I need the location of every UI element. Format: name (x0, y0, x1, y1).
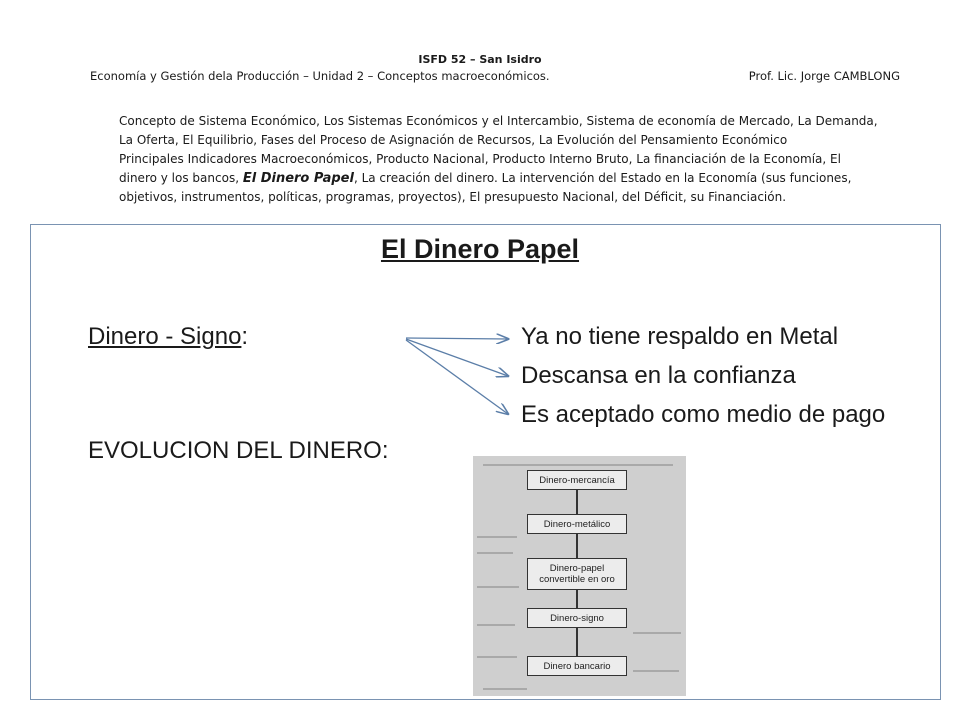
feature-item: Ya no tiene respaldo en Metal (521, 323, 839, 350)
stage-box: Dinero bancario (527, 656, 627, 676)
evolution-diagram-image (473, 456, 686, 696)
syllabus-highlight: El Dinero Papel (242, 171, 354, 186)
arrow-icon (406, 339, 508, 376)
syllabus-fragment: , La creación del dinero. La intervención del Estado en la Economía (sus funciones, (353, 171, 852, 185)
feature-item: Descansa en la confianza (521, 362, 796, 389)
term-colon: : (241, 323, 249, 350)
syllabus-line: Principales Indicadores Macroeconómicos, Producto Nacional, Producto Interno Bruto, La financiación de la Economía, El (119, 152, 841, 166)
feature-item: Es aceptado como medio de pago (521, 401, 886, 428)
institution-header: ISFD 52 – San Isidro (418, 53, 542, 66)
flow-connector (576, 590, 578, 608)
scan-noise (483, 688, 527, 690)
term-text: Dinero - Signo (88, 323, 242, 350)
scan-noise (633, 632, 681, 634)
scan-noise (477, 586, 519, 588)
flow-connector (576, 628, 578, 656)
stage-box: Dinero-signo (527, 608, 627, 628)
stage-box: Dinero-papel convertible en oro (527, 558, 627, 590)
evolution-label: EVOLUCION DEL DINERO: (88, 437, 389, 464)
flow-connector (576, 534, 578, 558)
scan-noise (477, 656, 517, 658)
scan-noise (477, 624, 515, 626)
scan-noise (483, 464, 673, 466)
slide-title: El Dinero Papel (380, 234, 580, 264)
scan-noise (477, 536, 517, 538)
flow-connector (576, 488, 578, 514)
professor-name: Prof. Lic. Jorge CAMBLONG (748, 69, 900, 83)
syllabus-fragment: dinero y los bancos, (119, 171, 243, 185)
syllabus-line: Concepto de Sistema Económico, Los Sistemas Económicos y el Intercambio, Sistema de economía de Mercado, La Demanda, (119, 114, 878, 128)
scan-noise (633, 670, 679, 672)
scan-noise (477, 552, 513, 554)
syllabus-line: objetivos, instrumentos, políticas, programas, proyectos), El presupuesto Nacional, del Déficit, su Financiación. (119, 190, 787, 204)
stage-box: Dinero-metálico (527, 514, 627, 534)
syllabus-line: La Oferta, El Equilibrio, Fases del Proceso de Asignación de Recursos, La Evolución del Pensamiento Económico (119, 133, 788, 147)
course-title: Economía y Gestión dela Producción – Unidad 2 – Conceptos macroeconómicos. (90, 69, 550, 83)
arrow-icon (406, 338, 508, 339)
arrow-icon (406, 340, 508, 414)
stage-box: Dinero-mercancía (527, 470, 627, 490)
